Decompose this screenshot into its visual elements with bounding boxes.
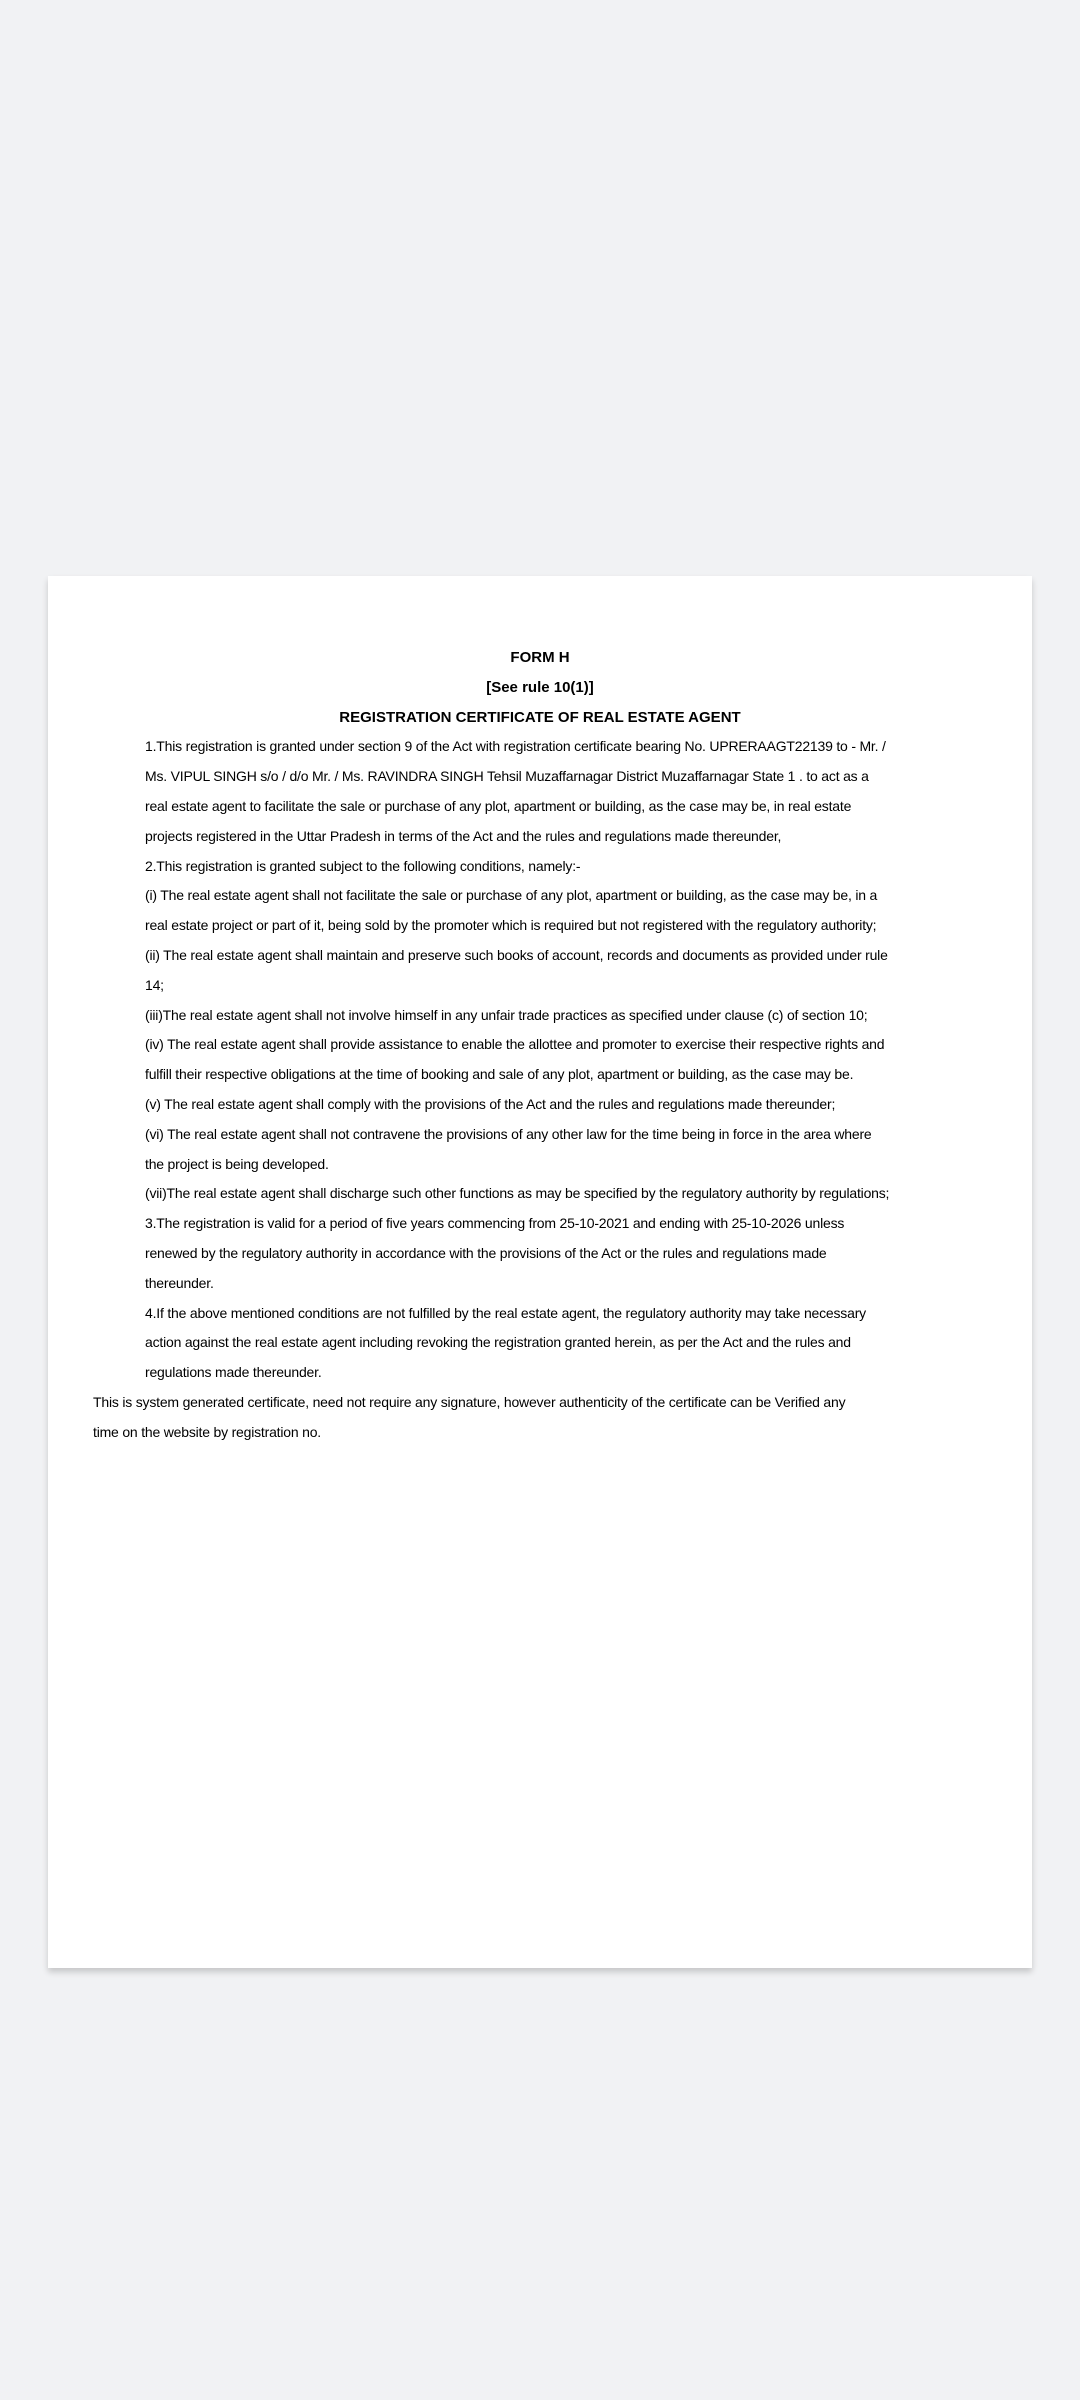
certificate-page <box>48 576 1032 1968</box>
body-line: the project is being developed. <box>145 1155 329 1172</box>
body-line: (v) The real estate agent shall comply with the provisions of the Act and the rules and regulations made thereunder; <box>145 1095 836 1112</box>
body-line: (ii) The real estate agent shall maintain and preserve such books of account, records and documents as provided under rule <box>145 946 888 963</box>
form-title: FORM H <box>510 649 570 666</box>
body-line: projects registered in the Uttar Pradesh in terms of the Act and the rules and regulations made thereunder, <box>145 827 782 844</box>
certificate-footer-note <box>48 1388 1032 1448</box>
body-line: 3.The registration is valid for a period of five years commencing from 25-10-2021 and ending with 25-10-2026 unless <box>145 1215 845 1232</box>
body-line: Ms. VIPUL SINGH s/o / d/o Mr. / Ms. RAVINDRA SINGH Tehsil Muzaffarnagar District Muzaffarnagar State 1 . to act as a <box>145 768 869 785</box>
footer-line: This is system generated certificate, need not require any signature, however authenticity of the certificate can be Verified any <box>93 1393 846 1410</box>
body-line: regulations made thereunder. <box>145 1364 322 1381</box>
body-line: thereunder. <box>145 1274 214 1291</box>
footer-line: time on the website by registration no. <box>93 1423 321 1440</box>
body-line: (iii)The real estate agent shall not involve himself in any unfair trade practices as specified under clause (c) of section 10; <box>145 1006 868 1023</box>
body-line: (iv) The real estate agent shall provide assistance to enable the allottee and promoter to exercise their respective rights and <box>145 1036 885 1053</box>
body-line: real estate project or part of it, being sold by the promoter which is required but not registered with the regulatory authority; <box>145 917 877 934</box>
body-line: fulfill their respective obligations at the time of booking and sale of any plot, apartment or building, as the case may be. <box>145 1066 854 1083</box>
body-line: (i) The real estate agent shall not facilitate the sale or purchase of any plot, apartment or building, as the case may be, in a <box>145 887 878 904</box>
body-line: real estate agent to facilitate the sale or purchase of any plot, apartment or building, as the case may be, in real estate <box>145 797 852 814</box>
body-line: (vii)The real estate agent shall discharge such other functions as may be specified by the regulatory authority by regulations; <box>145 1185 890 1202</box>
certificate-content <box>48 643 1032 1448</box>
body-line: (vi) The real estate agent shall not contravene the provisions of any other law for the time being in force in the area where <box>145 1125 872 1142</box>
body-line: renewed by the regulatory authority in accordance with the provisions of the Act or the rules and regulations made <box>145 1244 827 1261</box>
body-line: 14; <box>145 976 164 993</box>
body-line: 4.If the above mentioned conditions are not fulfilled by the real estate agent, the regulatory authority may take necessary <box>145 1304 866 1321</box>
rule-reference: [See rule 10(1)] <box>486 678 594 696</box>
body-line: 2.This registration is granted subject to the following conditions, namely:- <box>145 857 581 874</box>
certificate-heading: REGISTRATION CERTIFICATE OF REAL ESTATE AGENT <box>339 708 741 726</box>
body-line: 1.This registration is granted under section 9 of the Act with registration certificate bearing No. UPRERAAGT22139 to - Mr. / <box>145 738 886 755</box>
body-line: action against the real estate agent including revoking the registration granted herein, as per the Act and the rules and <box>145 1334 851 1351</box>
certificate-body <box>48 732 1032 1388</box>
